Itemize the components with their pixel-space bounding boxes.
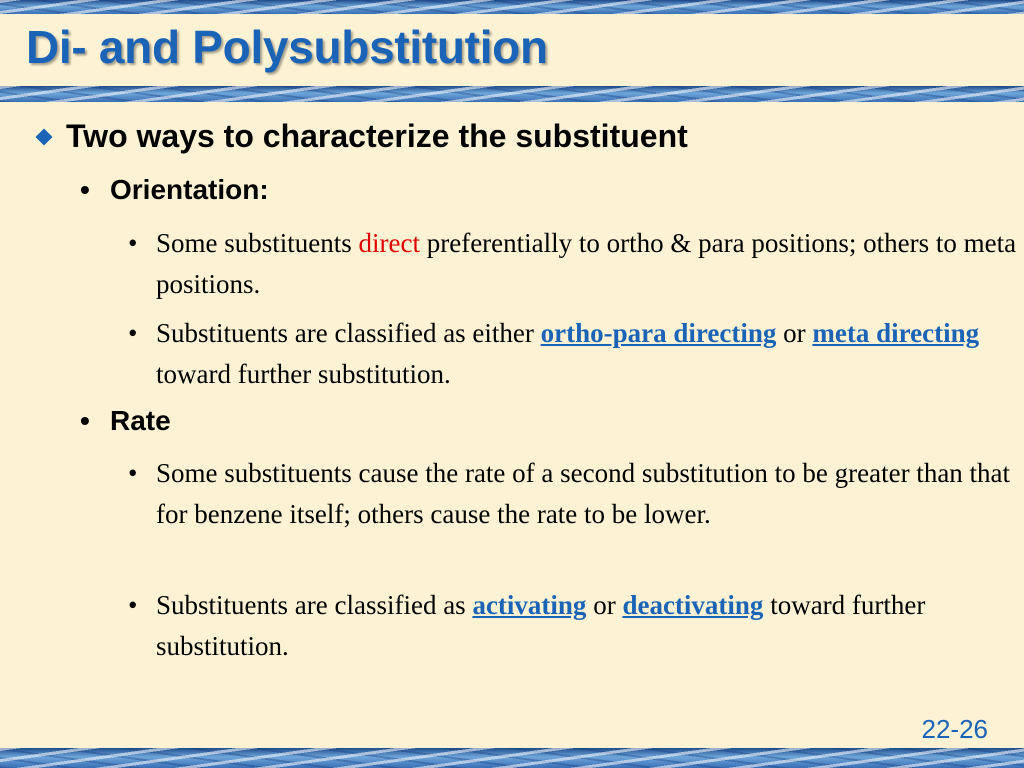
main-bullet-text: Two ways to characterize the substituent [66,118,688,154]
bottom-water-band [0,748,1024,768]
slide-title: Di- and Polysubstitution [26,21,548,73]
page-number: 22-26 [921,714,988,744]
text-run: Some substituents [156,228,359,258]
text-run: toward further substitution. [156,359,451,389]
orientation-label: Orientation: [110,174,269,205]
bullet-dot: • [128,228,138,258]
term-ortho-para-directing[interactable]: ortho-para directing [540,318,777,348]
bullet-dot: • [128,458,138,488]
highlight-direct: direct [358,228,420,258]
bullet-dot: • [80,174,90,205]
bullet-dot: • [128,318,138,348]
bullet-dot: • [128,590,138,620]
term-meta-directing[interactable]: meta directing [812,318,980,348]
text-run: preferentially to ortho & para positions; others to meta positions. [156,228,1017,299]
text-run: toward further substitution. [156,590,926,661]
orientation-point-1 [128,223,1024,305]
main-bullet [34,118,688,155]
text-run: or [776,318,813,348]
text-run: Substituents are classified as either [156,318,541,348]
orientation-bullet [80,174,269,206]
text-run: Substituents are classified as [156,590,473,620]
rate-label: Rate [110,405,171,436]
text-run: or [586,590,623,620]
bullet-dot: • [80,405,90,436]
title-water-band [0,86,1024,102]
term-deactivating[interactable]: deactivating [622,590,764,620]
diamond-bullet-icon [36,128,53,145]
text-run: Some substituents cause the rate of a second substitution to be greater than that for benzene itself; others cause the rate to be lower. [156,458,1011,529]
rate-point-1 [128,453,1024,535]
rate-bullet [80,405,171,437]
rate-point-2 [128,585,1024,667]
top-water-band [0,0,1024,14]
orientation-point-2 [128,313,1024,395]
term-activating[interactable]: activating [472,590,587,620]
